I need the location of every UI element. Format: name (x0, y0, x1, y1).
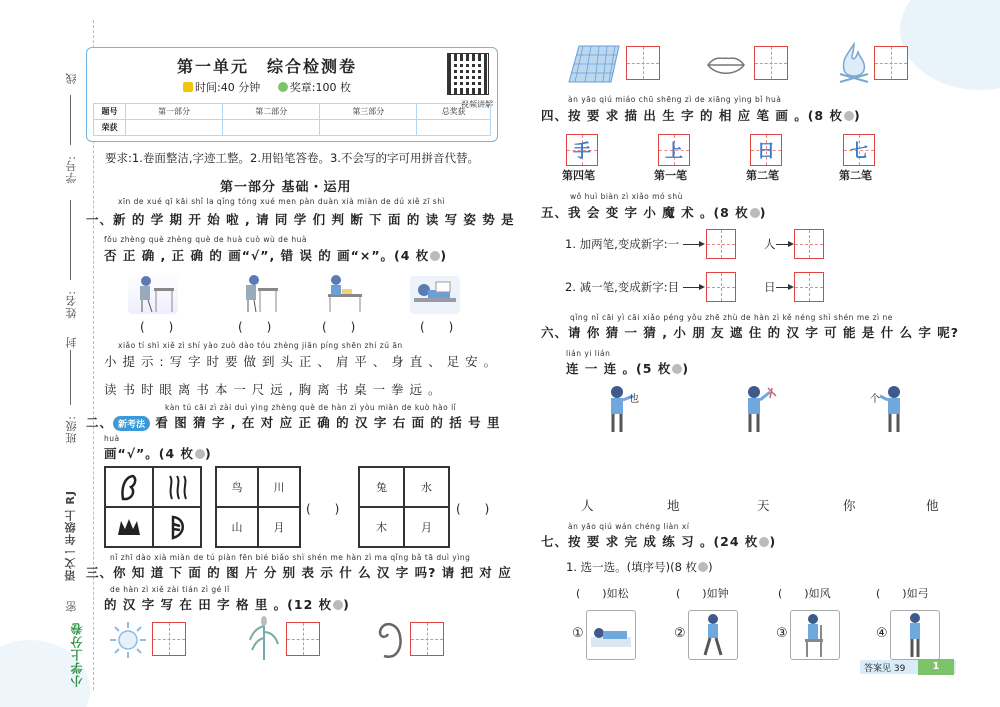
name-line (70, 200, 71, 280)
q4-text-end: ) (854, 108, 861, 123)
table-cell: 第三部分 (320, 104, 417, 120)
q4-text-main: 四、按 要 求 描 出 生 字 的 相 应 笔 画 。(8 枚 (541, 108, 843, 123)
q7-text (541, 532, 776, 550)
qr-label: 视频讲解 (461, 100, 493, 109)
q2-text-2 (104, 444, 212, 462)
tian-grid-box[interactable] (626, 46, 660, 80)
q2-text-2-main: 画“√”。(4 枚 (104, 446, 195, 461)
q3-text-2-main: 的 汉 字 写 在 田 字 格 里 。(12 枚 (104, 597, 333, 612)
arrow-icon (776, 244, 792, 245)
q2-text-2-end: ) (205, 446, 212, 461)
choice-char: 川 (258, 467, 300, 507)
choice-char: 鸟 (216, 467, 258, 507)
q7-sub-end: ) (708, 560, 713, 574)
q1-text-2-main: 否 正 确 , 正 确 的 画“√”, 错 误 的 画“×”。(4 枚 (104, 248, 430, 263)
table-cell[interactable] (320, 120, 417, 136)
option-number: ④ (876, 626, 889, 641)
choice-grid-b (358, 466, 450, 548)
fire-icon (836, 40, 872, 84)
match-option[interactable]: 天 (757, 498, 771, 513)
part1-title: 第一部分 基础・运用 (220, 180, 352, 195)
bird-glyph-icon (105, 467, 153, 507)
match-option[interactable]: 你 (843, 498, 857, 513)
table-cell: 题号 (94, 104, 126, 120)
fill-blank[interactable]: ( )如风 (778, 587, 831, 600)
sun-icon (108, 620, 148, 660)
medal-icon (750, 208, 760, 218)
pinyin-line: huà (104, 434, 120, 443)
q1-text: 一、新 的 学 期 开 始 啦 , 请 同 学 们 判 断 下 面 的 读 写 姿 势 是 (86, 212, 515, 227)
q5-text-end: ) (759, 205, 767, 220)
trace-char-box[interactable] (566, 134, 598, 166)
table-cell[interactable] (417, 120, 491, 136)
q4-text (541, 106, 861, 124)
fill-blank[interactable]: ( )如弓 (876, 587, 929, 600)
q5-item-2: 2. 减一笔,变成新字:目 (565, 280, 680, 294)
tip-text-2: 读 书 时 眼 离 书 本 一 尺 远 , 胸 离 书 桌 一 拳 远 。 (104, 382, 442, 397)
q1-text-2 (104, 246, 447, 264)
exam-reward: 奖章:100 枚 (289, 81, 351, 94)
answer-paren[interactable]: ( ) (420, 320, 454, 334)
table-row (94, 120, 491, 136)
moon-glyph-icon (153, 507, 201, 547)
answer-paren[interactable]: ( ) (456, 502, 490, 516)
option-number: ① (572, 626, 585, 641)
q7-sub-question (566, 559, 713, 575)
q5-text (541, 203, 766, 221)
choice-char: 月 (404, 507, 449, 547)
q5-item-1b: 人 (764, 237, 777, 251)
mountain-glyph-icon (105, 507, 153, 547)
trace-char: 日 (757, 141, 775, 162)
fill-blank[interactable]: ( )如钟 (676, 587, 729, 600)
new-question-badge: 新考法 (113, 416, 150, 431)
margin-seal2-label: 密 (65, 600, 78, 612)
pinyin-line: kàn tú cāi zì zài duì yìng zhèng què de hàn zì yòu miàn de kuò hào lǐ (165, 403, 457, 412)
trace-char-box[interactable] (658, 134, 690, 166)
exam-meta (87, 79, 447, 95)
requirements: 要求:1.卷面整洁,字迹工整。2.用铅笔答卷。3.不会写的字可用拼音代替。 (105, 151, 479, 165)
q7-sub-main: 1. 选一选。(填序号)(8 枚 (566, 560, 698, 574)
posture-image-1 (128, 272, 178, 314)
medal-icon (698, 562, 708, 572)
table-row (94, 104, 491, 120)
qr-code-icon[interactable] (447, 53, 489, 95)
table-cell: 总奖获 (417, 104, 491, 120)
q5-item-1: 1. 加两笔,变成新字:一 (565, 237, 680, 251)
medal-icon (333, 600, 343, 610)
q2-number: 二、 (86, 415, 114, 430)
pinyin-line: nǐ zhī dào xià miàn de tú piàn fēn bié biǎo shì shén me hàn zì ma qǐng bǎ tā duì yìng (110, 553, 471, 562)
book-label: 语文一年级上 RJ (64, 490, 77, 582)
posture-image-2 (232, 272, 282, 314)
river-glyph-icon (153, 467, 201, 507)
trace-char-box[interactable] (750, 134, 782, 166)
stroke-label: 第二笔 (839, 169, 872, 182)
choice-char: 兔 (359, 467, 404, 507)
class-line (70, 350, 71, 405)
posture-image-4 (410, 276, 460, 314)
pose-walking-image (688, 610, 738, 660)
tian-grid-box[interactable] (286, 622, 320, 656)
pinyin-line: xīn de xué qī kāi shǐ la qǐng tóng xué men pàn duàn xià miàn de dú xiě zī shì (118, 197, 446, 206)
arrow-icon (776, 287, 792, 288)
fill-blank[interactable]: ( )如松 (576, 587, 629, 600)
tian-grid-box[interactable] (410, 622, 444, 656)
match-option[interactable]: 地 (667, 498, 681, 513)
trace-char: 上 (665, 141, 683, 162)
q5-text-main: 五、我 会 变 字 小 魔 术 。(8 枚 (541, 205, 749, 220)
margin-seal-label: 封 (65, 336, 78, 348)
tip-text-1: 小 提 示 : 写 字 时 要 做 到 头 正 、 肩 平 、 身 直 、 足 安 。 (104, 354, 498, 369)
grain-icon (246, 616, 282, 662)
child-covering-character-2 (740, 384, 790, 434)
mouth-icon (704, 52, 748, 78)
pinyin-line: de hàn zì xiě zài tián zì gé lǐ (110, 585, 230, 594)
background-decoration (900, 0, 1000, 90)
table-cell[interactable] (223, 120, 320, 136)
page-number: 1 (918, 659, 954, 675)
table-cell: 荣获 (94, 120, 126, 136)
answer-paren[interactable]: ( ) (140, 320, 174, 334)
pinyin-line: xiǎo tí shì xiě zì shí yào zuò dào tóu zhèng jiān píng shēn zhí zú ān (118, 341, 403, 350)
q2-text (86, 413, 500, 431)
field-icon (563, 42, 621, 84)
pose-standing-image (890, 610, 940, 660)
q6-text: 六、请 你 猜 一 猜 , 小 朋 友 遮 住 的 汉 字 可 能 是 什 么 字 呢? (541, 325, 960, 340)
q7-text-end: ) (769, 534, 777, 549)
arrow-icon (683, 244, 703, 245)
match-option[interactable]: 他 (926, 498, 940, 513)
option-number: ② (674, 626, 687, 641)
medal-icon (759, 537, 769, 547)
answer-paren[interactable]: ( ) (238, 320, 272, 334)
q6-text-2-main: 连 一 连 。(5 枚 (566, 361, 672, 376)
stroke-label: 第二笔 (746, 169, 779, 182)
partial-char: 个 (870, 394, 880, 405)
name-label: 姓名: (65, 290, 78, 319)
tian-grid-box[interactable] (706, 229, 736, 259)
q6-text-2-end: ) (682, 361, 690, 376)
choice-grid-a (215, 466, 301, 548)
exam-title: 第一单元 综合检测卷 (176, 57, 357, 76)
tian-grid-box[interactable] (706, 272, 736, 302)
pinyin-line: àn yāo qiú wán chéng liàn xí (568, 522, 690, 531)
pinyin-line: wǒ huì biàn zì xiǎo mó shù (570, 192, 683, 201)
trace-char: 七 (850, 141, 868, 162)
pose-sitting-image (790, 610, 840, 660)
child-covering-character-3 (870, 384, 920, 434)
pinyin-line: lián yi lián (566, 349, 611, 358)
medal-icon (195, 449, 205, 459)
medal-icon (278, 82, 288, 92)
q6-text-2 (566, 359, 689, 377)
q2-text-main: 看 图 猜 字 , 在 对 应 正 确 的 汉 字 右 面 的 括 号 里 (155, 415, 501, 430)
class-label: 班级: (65, 415, 78, 444)
pictograph-grid (104, 466, 202, 548)
answer-paren[interactable]: ( ) (306, 502, 340, 516)
stroke-label: 第四笔 (562, 169, 595, 182)
medal-icon (430, 251, 440, 261)
ear-icon (376, 616, 406, 662)
stroke-label: 第一笔 (654, 169, 687, 182)
choice-char: 山 (216, 507, 258, 547)
tian-grid-box[interactable] (794, 229, 824, 259)
option-number: ③ (776, 626, 789, 641)
tian-grid-box[interactable] (754, 46, 788, 80)
choice-char: 木 (359, 507, 404, 547)
q3-text-2-end: ) (343, 597, 350, 612)
tian-grid-box[interactable] (794, 272, 824, 302)
clock-icon (183, 82, 193, 92)
table-cell: 第一部分 (126, 104, 223, 120)
medal-icon (844, 111, 854, 121)
q3-text: 三、你 知 道 下 面 的 图 片 分 别 表 示 什 么 汉 字 吗? 请 把 对 应 (86, 565, 512, 580)
pinyin-line: fǒu zhèng què zhèng què de huà cuò wù de huà (104, 235, 308, 244)
pose-lying-image (586, 610, 636, 660)
choice-char: 月 (258, 507, 300, 547)
partial-char: 也 (629, 394, 639, 405)
child-covering-character-1 (603, 384, 653, 434)
q7-text-main: 七、按 要 求 完 成 练 习 。(24 枚 (541, 534, 759, 549)
tian-grid-box[interactable] (874, 46, 908, 80)
table-cell[interactable] (126, 120, 223, 136)
exam-header-card (86, 47, 498, 142)
tian-grid-box[interactable] (152, 622, 186, 656)
choice-char: 水 (404, 467, 449, 507)
arrow-icon (683, 287, 703, 288)
trace-char: 手 (573, 141, 591, 162)
trace-char-box[interactable] (843, 134, 875, 166)
match-option[interactable]: 人 (581, 498, 595, 513)
q1-text-2-end: ) (440, 248, 448, 263)
student-id-line (70, 95, 71, 145)
medal-icon (672, 364, 682, 374)
q5-item-2b: 日 (764, 280, 777, 294)
brand-logo: 小学上分卷 (70, 622, 84, 687)
exam-time: 时间:40 分钟 (195, 81, 261, 94)
table-cell: 第二部分 (223, 104, 320, 120)
posture-image-3 (318, 272, 368, 314)
score-table (93, 103, 491, 136)
margin-line-label: 线 (65, 72, 78, 84)
student-id-label: 学号: (65, 155, 78, 184)
pinyin-line: qǐng nǐ cāi yì cāi xiǎo péng yǒu zhē zhù de hàn zì kě néng shì shén me zì ne (570, 313, 893, 322)
pinyin-line: àn yāo qiú miáo chū shēng zì de xiāng yìng bǐ huà (568, 95, 782, 104)
q3-text-2 (104, 595, 350, 613)
answer-ref: 答案见 39 (864, 664, 906, 674)
answer-paren[interactable]: ( ) (322, 320, 356, 334)
